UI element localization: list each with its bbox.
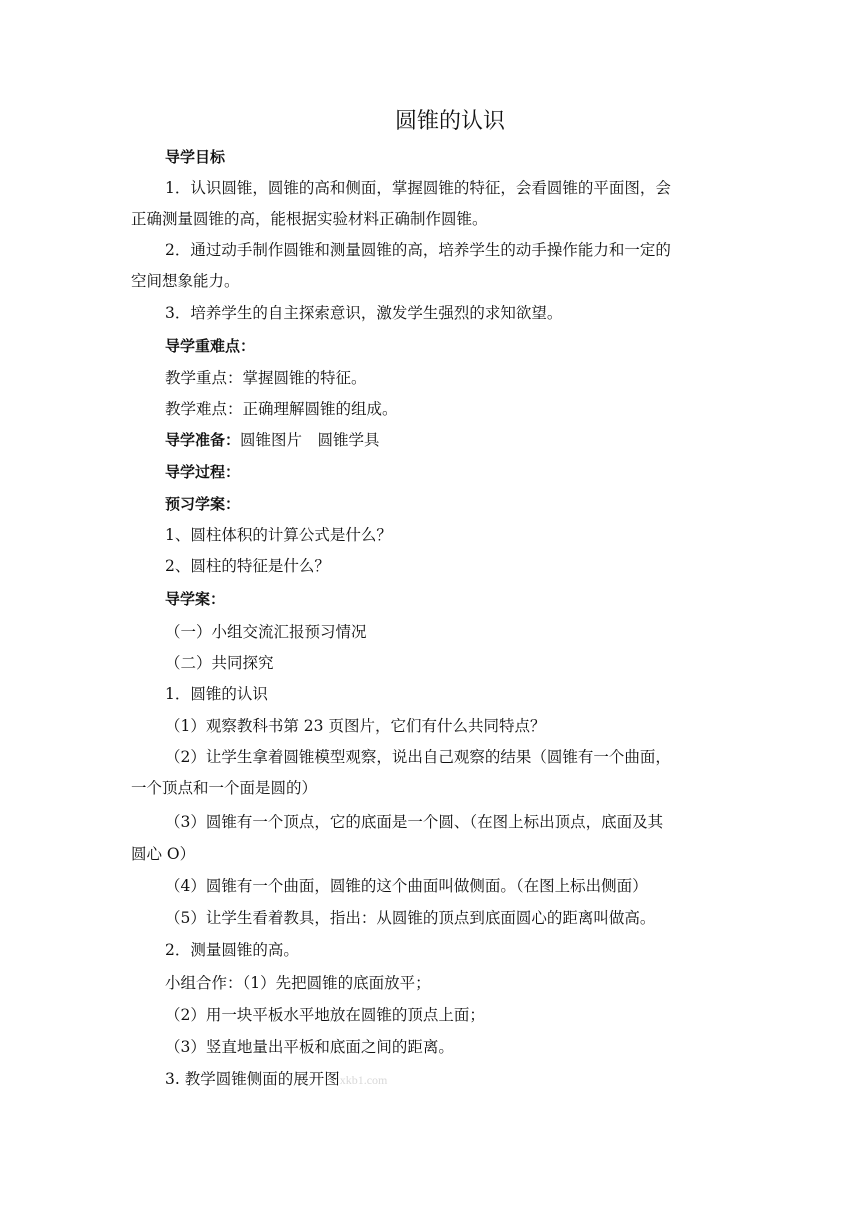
group-work: 小组合作：（1）先把圆锥的底面放平； — [165, 974, 431, 992]
guide-heading: 导学案： — [165, 590, 226, 608]
group-step-3: （3）竖直地量出平板和底面之间的距离。 — [165, 1038, 454, 1056]
preparation-heading: 导学准备： — [165, 431, 241, 449]
step-two: （二）共同探究 — [165, 654, 274, 672]
item-1: （1）观察教科书第 23 页图片，它们有什么共同特点？ — [165, 717, 546, 735]
process-heading: 导学过程： — [165, 463, 241, 481]
preparation-text: 圆锥图片 圆锥学具 — [240, 431, 380, 449]
section-2-heading: 2．测量圆锥的高。 — [165, 941, 299, 959]
preview-heading: 预习学案： — [165, 495, 241, 513]
step-one: （一）小组交流汇报预习情况 — [165, 623, 367, 641]
objective-2-line-1: 2．通过动手制作圆锥和测量圆锥的高，培养学生的动手操作能力和一定的 — [165, 241, 671, 259]
objectives-heading: 导学目标 — [165, 148, 226, 166]
page-title: 圆锥的认识 — [394, 109, 505, 134]
item-3-line-2: 圆心 O） — [131, 845, 196, 863]
objective-3: 3．培养学生的自主探索意识，激发学生强烈的求知欲望。 — [165, 304, 563, 322]
objective-2-line-2: 空间想象能力。 — [131, 272, 240, 290]
preview-question-2: 2、圆柱的特征是什么？ — [165, 557, 330, 575]
preview-question-1: 1、圆柱体积的计算公式是什么？ — [165, 526, 392, 544]
item-5: （5）让学生看着教具，指出：从圆锥的顶点到底面圆心的距离叫做高。 — [165, 909, 656, 927]
section-3-heading: 3. 教学圆锥侧面的展开图 — [165, 1070, 340, 1088]
preparation-line — [165, 428, 380, 452]
group-step-2: （2）用一块平板水平地放在圆锥的顶点上面； — [165, 1006, 485, 1024]
watermark: xkb1.com — [339, 1073, 388, 1087]
objective-1-line-2: 正确测量圆锥的高，能根据实验材料正确制作圆锥。 — [131, 210, 488, 228]
key-points-heading: 导学重难点： — [165, 337, 256, 355]
item-4: （4）圆锥有一个曲面，圆锥的这个曲面叫做侧面。（在图上标出侧面） — [165, 877, 648, 895]
item-3-line-1: （3）圆锥有一个顶点，它的底面是一个圆、（在图上标出顶点，底面及其 — [165, 813, 664, 831]
section-3-line — [165, 1067, 387, 1092]
teaching-focus: 教学重点：掌握圆锥的特征。 — [165, 369, 367, 387]
teaching-difficulty: 教学难点：正确理解圆锥的组成。 — [165, 400, 398, 418]
item-2-line-2: 一个顶点和一个面是圆的） — [131, 779, 318, 797]
section-1-heading: 1．圆锥的认识 — [165, 685, 268, 703]
objective-1-line-1: 1．认识圆锥，圆锥的高和侧面，掌握圆锥的特征，会看圆锥的平面图，会 — [165, 179, 671, 197]
item-2-line-1: （2）让学生拿着圆锥模型观察，说出自己观察的结果（圆锥有一个曲面， — [165, 748, 671, 766]
